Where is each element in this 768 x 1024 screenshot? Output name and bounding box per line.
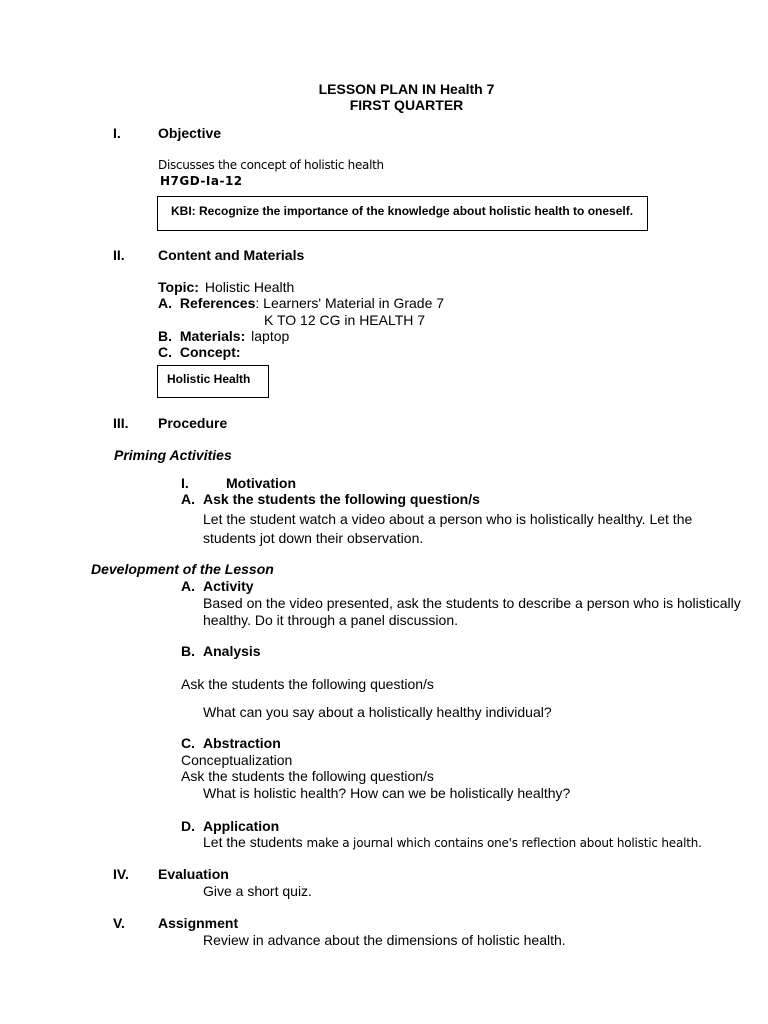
document-title: LESSON PLAN IN Health 7	[318, 81, 495, 97]
list-marker: I.	[181, 475, 189, 491]
ask-text-line2: students jot down their observation.	[203, 530, 424, 546]
activity-label: Activity	[203, 578, 254, 594]
activity-text-line2: healthy. Do it through a panel discussion.	[203, 612, 459, 628]
evaluation-text: Give a short quiz.	[203, 883, 312, 899]
abstraction-label: Abstraction	[203, 735, 281, 751]
references-value-2: K TO 12 CG in HEALTH 7	[264, 312, 426, 328]
analysis-prompt: Ask the students the following question/s	[181, 676, 434, 692]
section-heading-procedure: Procedure	[158, 415, 228, 431]
objective-code: H7GD-Ia-12	[160, 174, 243, 188]
analysis-question: What can you say about a holistically healthy individual?	[203, 704, 552, 720]
concept-box	[157, 365, 269, 398]
references-label: References	[179, 295, 256, 311]
abstraction-text-line1: Conceptualization	[181, 752, 293, 768]
assignment-text: Review in advance about the dimensions of holistic health.	[203, 932, 566, 948]
references-value: : Learners' Material in Grade 7	[255, 295, 445, 311]
materials-label: Materials:	[179, 328, 246, 344]
section-numeral: IV.	[113, 866, 129, 882]
list-marker: B.	[181, 643, 195, 659]
materials-line	[158, 328, 289, 344]
list-marker: A.	[181, 491, 195, 507]
list-marker: C.	[181, 735, 195, 751]
list-marker: A.	[181, 578, 195, 594]
motivation-label: Motivation	[226, 475, 296, 491]
application-text-b: make a journal which contains one's reflection about holistic health.	[306, 836, 702, 850]
list-marker: B.	[158, 328, 172, 344]
section-numeral: I.	[113, 125, 121, 141]
topic-line	[158, 279, 294, 295]
section-heading-evaluation: Evaluation	[158, 866, 229, 882]
section-heading-assignment: Assignment	[158, 915, 239, 931]
section-numeral: II.	[113, 247, 125, 263]
materials-value: laptop	[251, 328, 290, 344]
application-text	[203, 834, 702, 851]
objective-statement: Discusses the concept of holistic health	[158, 158, 384, 172]
section-numeral: V.	[113, 915, 125, 931]
list-marker: C.	[158, 344, 172, 360]
activity-text-line1: Based on the video presented, ask the students to describe a person who is holistically	[203, 595, 741, 611]
references-line	[158, 295, 444, 311]
document-subtitle: FIRST QUARTER	[349, 97, 464, 113]
kbi-text: KBI: Recognize the importance of the knowledge about holistic health to oneself.	[171, 204, 634, 218]
topic-value: Holistic Health	[204, 279, 295, 295]
topic-label: Topic:	[158, 279, 199, 295]
concept-box-text: Holistic Health	[167, 372, 251, 386]
analysis-label: Analysis	[203, 643, 261, 659]
ask-label: Ask the students the following question/s	[203, 491, 480, 507]
section-heading-content: Content and Materials	[158, 247, 305, 263]
priming-heading: Priming Activities	[114, 447, 232, 463]
list-marker: D.	[181, 818, 195, 834]
abstraction-question: What is holistic health? How can we be holistically healthy?	[203, 785, 571, 801]
abstraction-text-line2: Ask the students the following question/s	[181, 768, 434, 784]
ask-text-line1: Let the student watch a video about a person who is holistically healthy. Let the	[203, 511, 693, 527]
application-text-a: Let the students	[203, 834, 303, 850]
section-numeral: III.	[113, 415, 129, 431]
section-heading-objective: Objective	[158, 125, 222, 141]
development-heading: Development of the Lesson	[91, 561, 274, 577]
concept-label: Concept:	[179, 344, 241, 360]
concept-line	[158, 344, 241, 360]
list-marker: A.	[158, 295, 172, 311]
kbi-box	[157, 196, 648, 231]
application-label: Application	[203, 818, 280, 834]
